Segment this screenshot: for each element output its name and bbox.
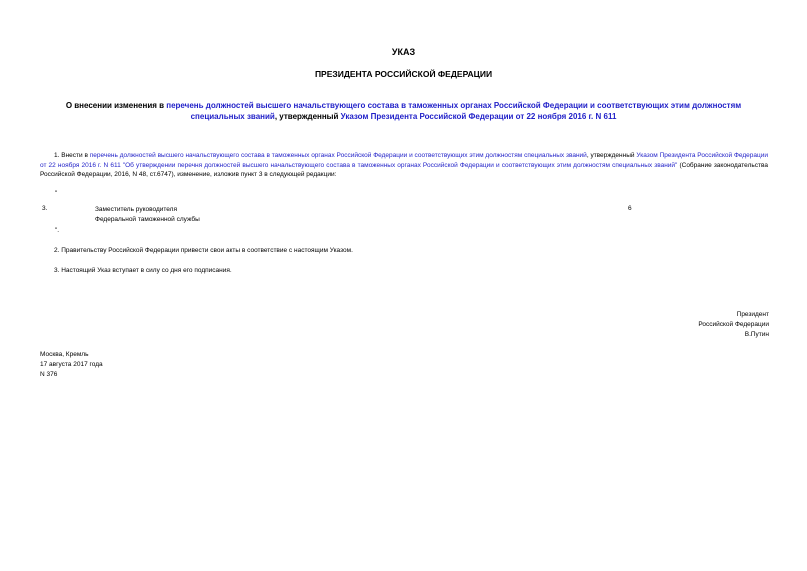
signature-name: В.Путин [744,331,769,338]
quote-close: ". [55,227,60,234]
signature-block [698,310,769,340]
item-3-position [95,205,200,224]
subtitle-prefix: О внесении изменения в [65,101,167,110]
subtitle-link-decree[interactable]: Указом Президента Российской Федерации от 22 ноября 2016 г. N 611 [340,112,617,121]
p1-link-list[interactable]: перечень должностей высшего начальствующего состава в таможенных органах Российской Федерации и соответствующих этим должностям специальных званий [89,152,587,159]
p1-prefix: 1. Внести в [54,152,90,159]
item-3-number: 3. [42,205,48,212]
paragraph-2: 2. Правительству Российской Федерации привести свои акты в соответствие с настоящим Указом. [54,247,353,254]
place-date: 17 августа 2017 года [40,361,103,368]
subtitle-link-list[interactable]: перечень должностей высшего начальствующего состава в таможенных органах Российской Федерации и соответствующих этим должностям специальных званий [166,101,742,121]
paragraph-1 [40,151,768,180]
item-3-position-line1: Заместитель руководителя [95,206,177,213]
paragraph-3: 3. Настоящий Указ вступает в силу со дня его подписания. [54,267,232,274]
p1-link-decree[interactable]: Указом Президента Российской Федерации от 22 ноября 2016 г. N 611 "Об утверждении перечня должностей высшего начальствующего состава в таможенных органах Российской Федерации и соответствующих этим должностям специальных званий" [40,152,768,169]
place-city: Москва, Кремль [40,351,89,358]
item-3-rank: 6 [628,205,632,212]
place-date-block [40,350,103,380]
document-subtitle [40,100,767,122]
item-3-position-line2: Федеральной таможенной службы [95,215,200,223]
signature-line1: Президент [736,311,769,318]
quote-open: " [55,190,58,197]
document-issuer: ПРЕЗИДЕНТА РОССИЙСКОЙ ФЕДЕРАЦИИ [314,69,493,79]
document-number: N 376 [40,371,58,378]
document-title: УКАЗ [391,47,416,57]
signature-line2: Российской Федерации [698,321,769,328]
p1-suffix: (Собрание законодательства Российской Федерации, 2016, N 48, ст.6747), изменение, изложив пункт 3 в следующей редакции: [40,161,768,178]
subtitle-middle: , утвержденный [274,112,341,121]
p1-middle: , утвержденный [586,152,637,159]
